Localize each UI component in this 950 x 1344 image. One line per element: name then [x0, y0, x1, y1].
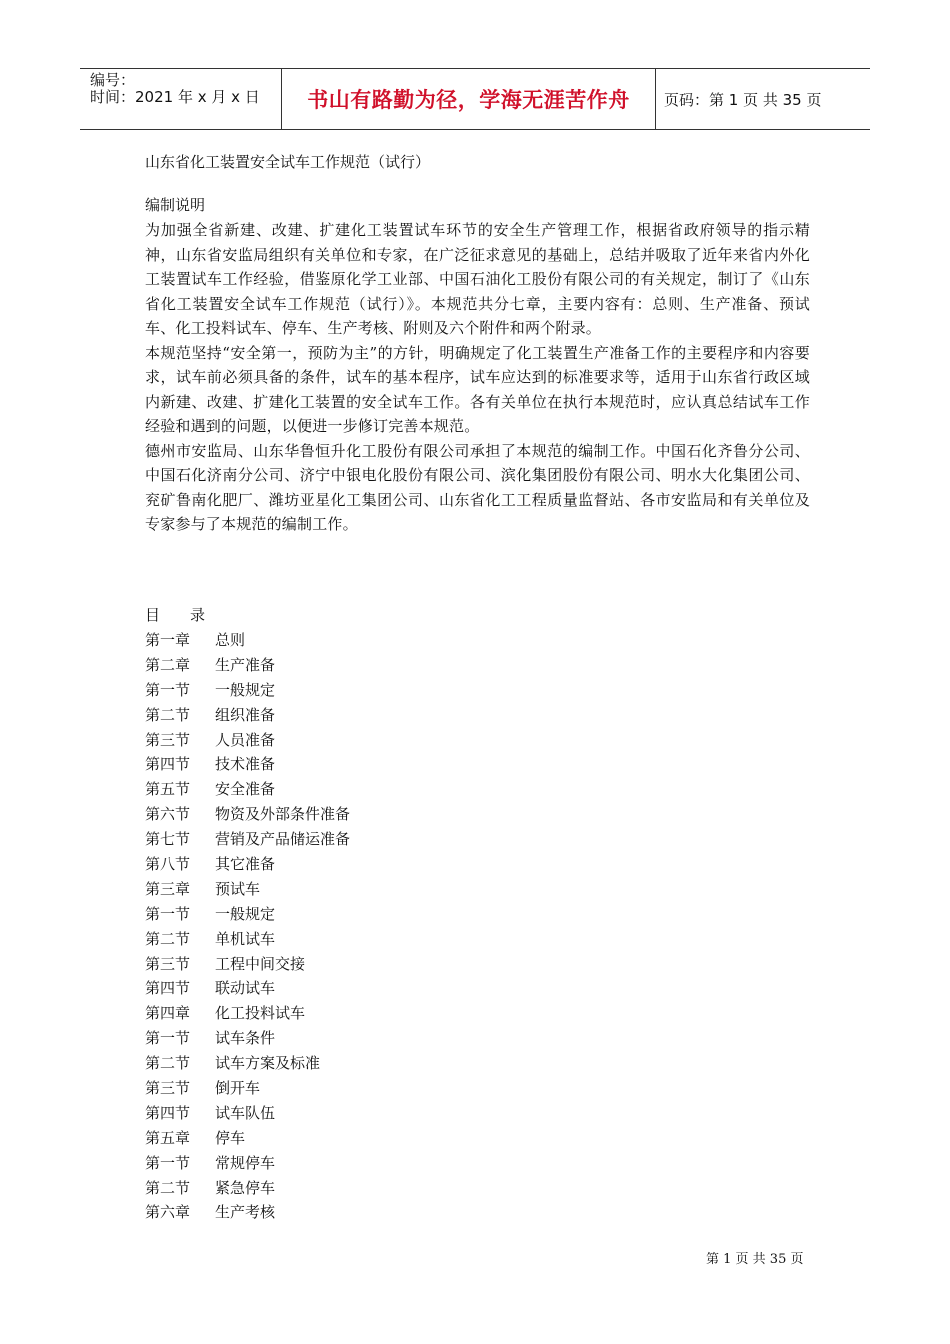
toc-item — [145, 1001, 350, 1026]
toc-item — [145, 1151, 350, 1176]
toc-item-text: 营销及产品储运准备 — [215, 830, 351, 849]
toc-item-number: 第二节 — [145, 1178, 191, 1197]
toc-item — [145, 1026, 350, 1051]
toc-item — [145, 927, 350, 952]
toc-item — [145, 653, 350, 678]
toc-item-text: 试车队伍 — [215, 1103, 276, 1122]
toc-item-text: 试车方案及标准 — [215, 1054, 321, 1073]
toc-item — [145, 902, 350, 927]
page-header — [80, 68, 870, 130]
toc-item — [145, 1126, 350, 1151]
toc-item — [145, 852, 350, 877]
toc-item-number: 第一节 — [145, 680, 191, 699]
toc-item-number: 第一节 — [145, 1029, 191, 1048]
toc-item-number: 第三节 — [145, 954, 191, 973]
toc-item-text: 工程中间交接 — [215, 954, 306, 973]
toc-title-b: 录 — [190, 606, 206, 624]
toc-item-text: 紧急停车 — [215, 1178, 276, 1197]
toc-item-text: 化工投料试车 — [215, 1004, 306, 1023]
number-label: 编号： — [90, 71, 136, 89]
toc-item-text: 单机试车 — [215, 929, 276, 948]
header-page-cell — [656, 69, 870, 129]
toc-item-text: 生产准备 — [215, 655, 276, 674]
toc-item-text: 一般规定 — [215, 680, 276, 699]
toc-item-number: 第四节 — [145, 979, 191, 998]
toc-item-text: 常规停车 — [215, 1153, 276, 1172]
toc-item-number: 第一章 — [145, 631, 191, 649]
toc-item — [145, 976, 350, 1001]
toc-item-text: 倒开车 — [215, 1079, 261, 1098]
toc-item-text: 其它准备 — [215, 855, 276, 874]
document-title: 山东省化工装置安全试车工作规范（试行） — [145, 153, 431, 171]
toc-item — [145, 728, 350, 753]
toc-item — [145, 1051, 350, 1076]
toc-item — [145, 1076, 350, 1101]
toc-item-text: 人员准备 — [215, 730, 276, 749]
document-body — [145, 150, 810, 537]
time-label: 时间：2021 年 x 月 x 日 — [90, 88, 260, 106]
toc-item — [145, 1176, 350, 1201]
paragraph: 为加强全省新建、改建、扩建化工装置试车环节的安全生产管理工作，根据省政府领导的指示精神，山东省安监局组织有关单位和专家，在广泛征求意见的基础上，总结并吸取了近年来省内外化工装置试车工作经验，借鉴原化学工业部、中国石油化工股份有限公司的有关规定，制订了《山东省化工装置安全试车工作规范（试行）》。本规范共分七章，主要内容有：总则、生产准备、预试车、化工投料试车、停车、生产考核、附则及六个附件和两个附录。 — [145, 221, 810, 337]
paragraph: 本规范坚持“安全第一，预防为主”的方针，明确规定了化工装置生产准备工作的主要程序和内容要求，试车前必须具备的条件，试车的基本程序，试车应达到的标准要求等，适用于山东省行政区域内新建、改建、扩建化工装置的安全试车工作。各有关单位在执行本规范时，应认真总结试车工作经验和遇到的问题，以便进一步修订完善本规范。 — [145, 343, 810, 435]
toc-item-text: 总则 — [215, 631, 246, 649]
toc-item-text: 试车条件 — [215, 1029, 276, 1048]
toc-item-number: 第五节 — [145, 780, 191, 799]
toc-item-number: 第七节 — [145, 830, 191, 849]
toc-title — [145, 603, 350, 628]
toc-item-text: 停车 — [215, 1128, 246, 1147]
toc-item-number: 第四节 — [145, 1103, 191, 1122]
toc-item-number: 第一节 — [145, 1153, 191, 1172]
toc-item-text: 生产考核 — [215, 1203, 276, 1222]
toc-item — [145, 1101, 350, 1126]
toc-item — [145, 877, 350, 902]
toc-item-number: 第三章 — [145, 879, 191, 898]
header-meta — [80, 69, 282, 129]
toc-item-number: 第三节 — [145, 1079, 191, 1098]
toc-list — [145, 628, 350, 1225]
toc-item-number: 第六节 — [145, 805, 191, 824]
toc-item-text: 技术准备 — [215, 755, 276, 774]
section-heading: 编制说明 — [145, 196, 206, 214]
paragraph: 德州市安监局、山东华鲁恒升化工股份有限公司承担了本规范的编制工作。中国石化齐鲁分公司、中国石化济南分公司、济宁中银电化股份有限公司、滨化集团股份有限公司、明水大化集团公司、兖矿鲁南化肥厂、潍坊亚星化工集团公司、山东省化工工程质量监督站、各市安监局和有关单位及专家参与了本规范的编制工作。 — [145, 441, 810, 533]
toc-item-text: 联动试车 — [215, 979, 276, 998]
toc-item — [145, 678, 350, 703]
toc-item-number: 第八节 — [145, 855, 191, 874]
toc-item-number: 第二节 — [145, 929, 191, 948]
toc-item-text: 安全准备 — [215, 780, 276, 799]
toc-item-number: 第四章 — [145, 1004, 191, 1023]
toc-item-number: 第二节 — [145, 705, 191, 724]
toc-item-number: 第六章 — [145, 1203, 191, 1222]
toc-title-a: 目 — [145, 606, 161, 624]
page-label: 页码：第 1 页 共 35 页 — [664, 90, 822, 109]
toc-item-text: 一般规定 — [215, 904, 276, 923]
toc-item — [145, 777, 350, 802]
toc-item — [145, 1200, 350, 1225]
header-motto-cell — [282, 69, 656, 129]
toc-item-text: 组织准备 — [215, 705, 276, 724]
toc-item-number: 第二章 — [145, 655, 191, 674]
toc-item — [145, 952, 350, 977]
motto-text: 书山有路勤为径，学海无涯苦作舟 — [307, 88, 630, 112]
toc-item-text: 物资及外部条件准备 — [215, 805, 351, 824]
table-of-contents — [145, 603, 350, 1225]
toc-item-text: 预试车 — [215, 879, 261, 898]
toc-item — [145, 827, 350, 852]
toc-item — [145, 802, 350, 827]
page-footer: 第 1 页 共 35 页 — [706, 1252, 804, 1267]
toc-item — [145, 628, 350, 653]
toc-item-number: 第三节 — [145, 730, 191, 749]
toc-item-number: 第五章 — [145, 1128, 191, 1147]
toc-item-number: 第二节 — [145, 1054, 191, 1073]
toc-item — [145, 703, 350, 728]
toc-item — [145, 752, 350, 777]
toc-item-number: 第一节 — [145, 904, 191, 923]
toc-item-number: 第四节 — [145, 755, 191, 774]
